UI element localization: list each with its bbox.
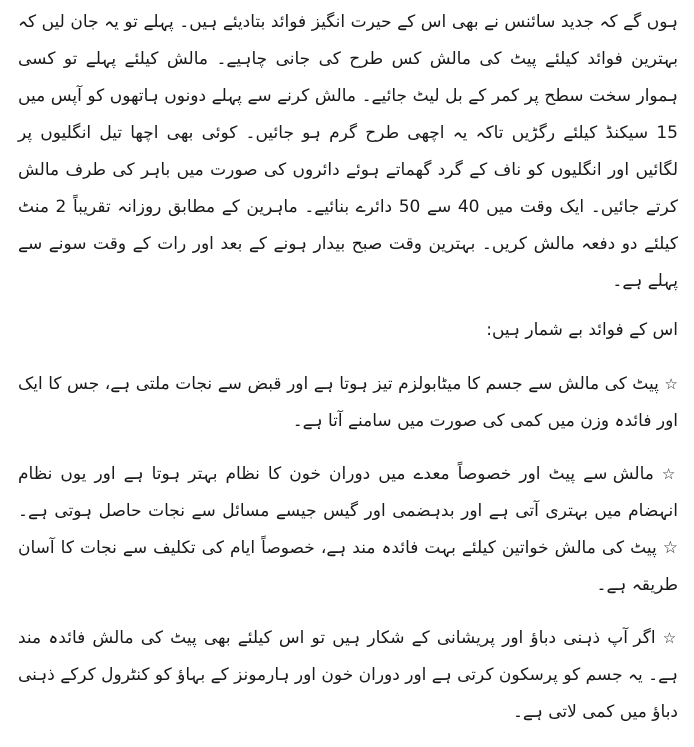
benefit-text-2: مالش سے پیٹ اور خصوصاً معدے میں دوران خون کا نظام بہتر ہوتا ہے اور یوں نظام انہضام میں بہتری آتی ہے اور بدہضمی اور گیس جیسے مسائل سے نجات حاصل ہوتی ہے۔ ☆ پیٹ کی مالش خواتین کیلئے بہت فائدہ مند ہے، خصوصاً ایام کی تکلیف سے نجات کا آسان طریقہ ہے۔ bbox=[18, 464, 678, 595]
benefit-text-3: اگر آپ ذہنی دباؤ اور پریشانی کے شکار ہیں تو اس کیلئے بھی پیٹ کی مالش فائدہ مند ہے۔ یہ جسم کو پرسکون کرتی ہے اور دوران خون اور ہارمونز کے بہاؤ کو کنٹرول کرکے ذہنی دباؤ میں کمی لاتی ہے۔ bbox=[18, 628, 678, 722]
intro-paragraph: ہوں گے کہ جدید سائنس نے بھی اس کے حیرت انگیز فوائد بتادیئے ہیں۔ پہلے تو یہ جان لیں کہ بہترین فوائد کیلئے پیٹ کی مالش کس طرح کی جانی چاہیے۔ مالش کیلئے پہلے تو کسی ہموار سخت سطح پر کمر کے بل لیٹ جائیے۔ مالش کرنے سے پہلے دونوں ہاتھوں کو آپس میں 15 سیکنڈ کیلئے رگڑیں تاکہ یہ اچھی طرح گرم ہو جائیں۔ کوئی بھی اچھا تیل انگلیوں پر لگائیں اور انگلیوں کو ناف کے گرد گھماتے ہوئے دائروں کی صورت میں باہر کی طرف مالش کرتے جائیں۔ ایک وقت میں 40 سے 50 دائرے بنائیے۔ ماہرین کے مطابق روزانہ تقریباً 2 منٹ کیلئے دو دفعہ مالش کریں۔ بہترین وقت صبح بیدار ہونے کے بعد اور رات کے وقت سونے سے پہلے ہے۔ bbox=[18, 12, 678, 291]
article-body bbox=[18, 4, 678, 747]
benefit-item-1 bbox=[18, 366, 678, 440]
benefits-heading: اس کے فوائد بے شمار ہیں: bbox=[486, 320, 678, 340]
benefit-item-3 bbox=[18, 620, 678, 731]
star-bullet-icon: ☆ bbox=[662, 629, 678, 647]
star-bullet-icon: ☆ bbox=[664, 375, 678, 393]
benefit-item-2 bbox=[18, 456, 678, 604]
star-bullet-icon: ☆ bbox=[661, 465, 678, 483]
benefit-text-1: پیٹ کی مالش سے جسم کا میٹابولزم تیز ہوتا ہے اور قبض سے نجات ملتی ہے، جس کا ایک اور فائدہ وزن میں کمی کی صورت میں سامنے آتا ہے۔ bbox=[18, 374, 678, 431]
